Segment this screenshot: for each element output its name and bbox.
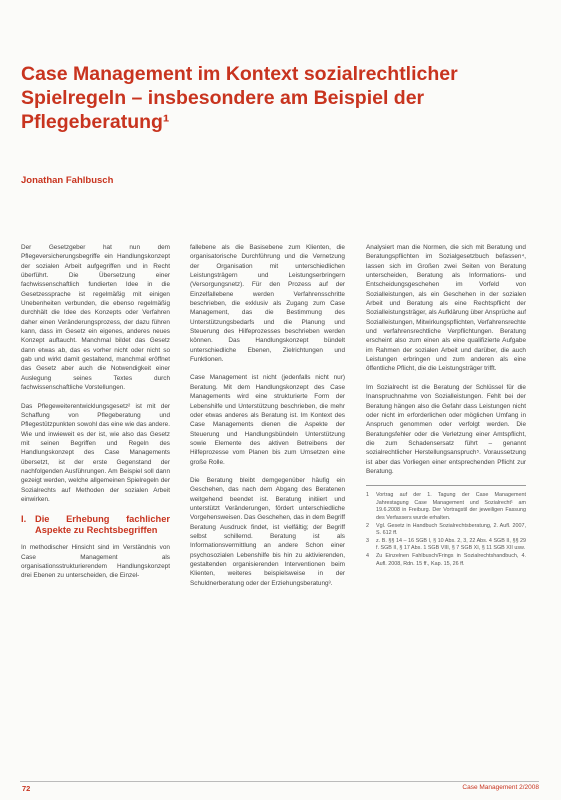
footnote-divider [366,485,526,486]
text-column-2 [190,243,345,597]
article-title: Case Management im Kontext sozialrechtlicher Spielregeln – insbesondere am Beispiel der Pflegeberatung¹ [21,63,458,133]
journal-name: Case Management 2/2008 [462,784,539,791]
paragraph: Das Pflegeweiterentwicklungsgesetz² ist mit der Schaffung von Pflegeberatung und Pflegestützpunkten sowohl das eine wie das andere. Wie und inwieweit es der ist, wie also das Gesetz mit seinen Begriffen und Regeln des Handlungskonzept des Case Managements übersetzt, ist der erste Gegenstand der nachfolgenden Ausführungen. Am Beispiel soll dann gezeigt werden, welche allgemeinen Spielregeln der Sozialrechts auf Methoden der sozialen Arbeit einwirken. [21,402,170,503]
paragraph: Der Gesetzgeber hat nun dem Pflegeversicherungsbegriffe ein Handlungskonzept der sozialen Arbeit aufgegriffen und in Recht überführt. Die Übersetzung einer fachwissenschaftlich fundierten Idee in die Gesetzessprache ist regelmäßig mit einigen Unebenheiten verbunden, die ebenso regelmäßig durchhält die Idee des Konzepts oder Verfahren daher einen Veränderungsprozess, der dazu führen kann, dass im Gesetz ein eigenes, anderes neues Konzept auftaucht. Manchmal bildet das Gesetz dann etwas ab, das es vorher nicht oder nicht so gab und wirkt damit gestaltend, manchmal eröffnet das Gesetz aber auch die Notwendigkeit einer Auslegung seines Textes durch fachwissenschaftliche Vorstellungen. [21,244,170,392]
footnote: 2 Vgl. Gesetz in Handbuch Sozialrechtsberatung, 2. Aufl. 2007, S. 612 ff. [366,522,526,537]
paragraph: Case Management ist nicht (jedenfalls nicht nur) Beratung. Mit dem Handlungskonzept des Case Managements wird eine strukturierte Form der Lebenshilfe und Unterstützung beschrieben, die mehr oder etwas anderes als Beratung ist. Im Kontext des Case Managements dienen die Aspekte der Steuerung und Handlungsbündeln Unterstützung sowie Elemente des aktiven Betreibens der Hilfeprozesse vom Planen bis zum Umsetzen eine große Rolle. [190,374,345,466]
section-title: Die Erhebung fachlicher Aspekte zu Rechtsbegriffen [35,514,170,535]
footer-divider [20,781,539,782]
footnote: 4 Zu Einzelnen Fahlbusch/Frings in Sozialrechtshandbuch, 4. Aufl. 2008, Rdn. 15 ff., Kap. 15, 26 ff. [366,553,526,567]
paragraph: Im Sozialrecht ist die Beratung der Schlüssel für die Inanspruchnahme von Sozialleistungen. Fehlt bei der Beratung hängen also die Gefahr dass Leistungen nicht oder nicht im erforderlichen oder möglichen Umfang in Anspruch genommen oder verfolgt werden. Die Beratungsfehler oder die Verletzung einer Amtspflicht, die zum Schadensersatz führt – genannt sozialrechtlicher Herstellungsanspruch⁵. Voraussetzung ist aber das Vorliegen einer entsprechenden Pflicht zur Beratung. [366,383,526,475]
paragraph: In methodischer Hinsicht sind im Verständnis von Case Management als organisationsstrukturierendem Handlungskonzept drei Ebenen zu unterscheiden, die Einzel- [21,544,170,580]
paragraph: Analysiert man die Normen, die sich mit Beratung und Beratungspflichten im Sozialgesetzbuch befassen⁴, lassen sich im Großen zwei Seiten von Beratung unterscheiden, Beratung als Informations- und Entscheidungsgeschehen im Vorfeld von Sozialleistungen, als ein Geschehen in der sozialen Arbeit und Beratung als eine Rechtspflicht der Sozialleistungsträger, als Aufklärung über Ansprüche auf Sozialleistungen, Mitwirkungspflichten, Verfahrensrechte und verfahrensrechtliche Verpflichtungen. Beratung erscheint also zum einen als eine qualifizierte Aufgabe im Rahmen der sozialen Arbeit und darüber, die auch Leistungen erbringen und zum anderen als eine öffentliche Pflicht, die die Leistungsträger trifft. [366,244,526,373]
footnote: 3 z. B. §§ 14 – 16 SGB I, § 10 Abs. 2, 3, 22 Abs. 4 SGB II, §§ 29 f. SGB II, § 17 Abs. 1 SGB VIII, § 7 SGB XI, § 11 SGB XII usw. [366,537,526,552]
text-column-1 [21,243,170,590]
page-number: 72 [22,784,31,793]
section-heading [21,514,170,535]
paragraph: fallebene als die Basisebene zum Klienten, die organisatorische Durchführung und die Vernetzung der Organisation mit unterschiedlichen Leistungsträgern und Leistungserbringern (Versorgungsnetz). Für den Prozess auf der Einzelfallebene werden Verfahrensschritte beschrieben, die exklusiv als Zugang zum Case Management, das die Bestimmung des Unterstützungsbedarfs und die Planung und Steuerung des Hilfeprozesses beschrieben werden können. Das Handlungskonzept bündelt unterschiedliche Ebenen, Zielrichtungen und Funktionen. [190,244,345,364]
text-column-3 [366,243,526,568]
author-name: Jonathan Fahlbusch [21,175,114,186]
footnote: 1 Vortrag auf der 1. Tagung der Case Management Jahrestagung Case Management und Sozialrecht¹ am 19.6.2008 in Freiburg. Der Vortragstil der jeweiligen Fassung des Verfassers wurde erhalten. [366,492,526,522]
section-number: I. [21,514,27,525]
paragraph: Die Beratung bleibt demgegenüber häufig ein Geschehen, das nach dem Abgang des Beratenen weitgehend beendet ist. Beratung initiiert und unterstützt Veränderungen, fördert unterschiedliche Vorgehensweisen. Das Geschehen, das in dem Begriff Beratung Ausdruck findet, ist vielfältig; der Begriff selbst schillernd. Beratung ist als Informationsvermittlung an andere Schon einer psychosozialen Lebenshilfe bis hin zu aktivierenden, gestaltenden organisierenden Interventionen beim Klienten, weiteres beispielsweise in der Schuldnerberatung oder der Erziehungsberatung³. [190,476,345,587]
